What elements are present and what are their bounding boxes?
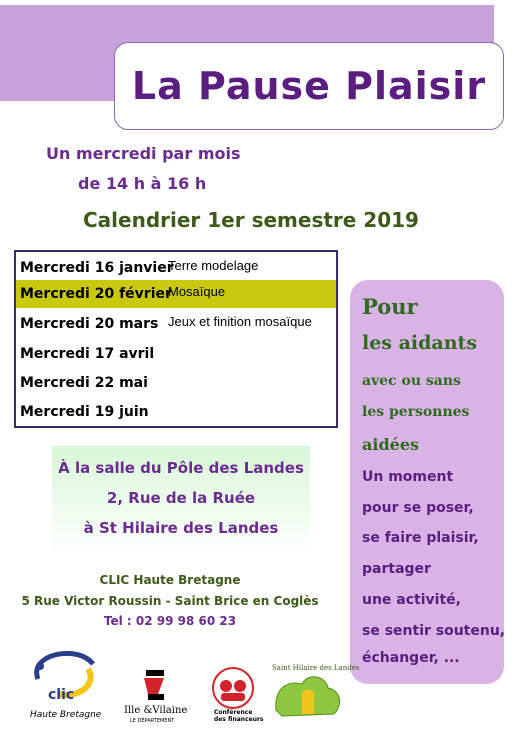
row-date: Mercredi 16 janvier (20, 260, 174, 276)
calendar-table (14, 250, 338, 428)
contact-phone: Tel : 02 99 98 60 23 (103, 614, 237, 628)
contact-name: CLIC Haute Bretagne (99, 573, 241, 587)
time-text: de 14 h à 16 h (78, 174, 207, 193)
sidebar-line: se faire plaisir, (362, 530, 479, 546)
row-date: Mercredi 20 février (20, 286, 172, 302)
conf-line1: Conférence (214, 709, 253, 716)
venue-line: À la salle du Pôle des Landes (58, 459, 304, 477)
sidebar-line: Un moment (362, 469, 454, 485)
clic-sub: Haute Bretagne (30, 710, 102, 720)
sidebar-line: se sentir soutenu, (362, 623, 506, 639)
st-hilaire-text: Saint Hilaire des Landes (272, 664, 360, 672)
sidebar-line: les personnes (362, 404, 470, 420)
venue-line: 2, Rue de la Ruée (106, 489, 256, 507)
row-activity: Jeux et finition mosaïque (168, 314, 312, 329)
sidebar-line: échanger, ... (362, 650, 460, 666)
ille-vilaine-logo (122, 668, 194, 724)
title-box (114, 42, 504, 130)
table-row (16, 340, 336, 368)
row-date: Mercredi 17 avril (20, 346, 155, 362)
sidebar-line: les aidants (362, 332, 478, 354)
clic-word: clic (48, 687, 75, 703)
sidebar-line: Pour (362, 294, 418, 319)
ille-text: Ille &Vilaine (124, 705, 188, 716)
ille-sub: LE DÉPARTEMENT (130, 718, 175, 724)
table-row-highlighted (16, 280, 336, 308)
calendar-heading: Calendrier 1er semestre 2019 (83, 208, 419, 232)
st-hilaire-logo (268, 658, 360, 724)
table-row (16, 398, 336, 426)
conf-line2: des financeurs (214, 716, 264, 723)
table-row (16, 369, 336, 397)
page-title: La Pause Plaisir (131, 64, 487, 108)
row-date: Mercredi 22 mai (20, 375, 148, 391)
sidebar-line: aidées (362, 435, 419, 454)
venue-box (52, 446, 310, 556)
table-row (16, 310, 336, 338)
row-activity: Terre modelage (168, 258, 259, 273)
aidants-sidebar (350, 280, 504, 684)
row-date: Mercredi 20 mars (20, 316, 159, 332)
conference-logo (202, 666, 264, 724)
sidebar-line: pour se poser, (362, 500, 474, 516)
contact-address: 5 Rue Victor Roussin - Saint Brice en Coglès (21, 594, 319, 608)
sidebar-line: partager (362, 561, 431, 577)
table-row (16, 254, 336, 282)
sidebar-line: une activité, (362, 592, 461, 608)
venue-line: à St Hilaire des Landes (83, 519, 279, 537)
frequency-text: Un mercredi par mois (46, 144, 241, 163)
row-date: Mercredi 19 juin (20, 404, 149, 420)
clic-logo (18, 644, 108, 724)
sidebar-line: avec ou sans (362, 373, 461, 389)
row-activity: Mosaïque (168, 284, 226, 299)
